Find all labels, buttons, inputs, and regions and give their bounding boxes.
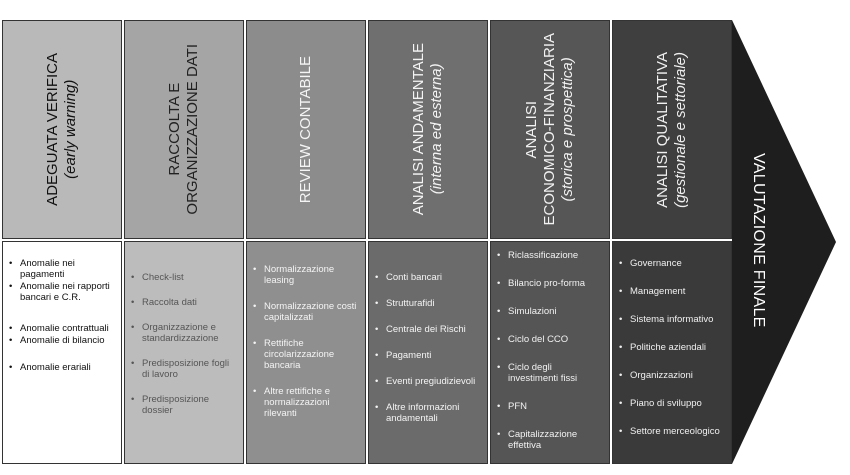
phase-item-list: [497, 250, 604, 451]
phase-header-text: [44, 53, 80, 206]
list-item: • Conti bancari: [375, 272, 482, 283]
list-item: • Organizzazione e standardizzazione: [131, 322, 238, 344]
list-item: • Predisposizione dossier: [131, 394, 238, 416]
phase-body: [124, 241, 244, 464]
phase-header: [368, 20, 488, 239]
phase-title: ANALISI QUALITATIVA: [654, 51, 671, 208]
final-label-box: [743, 152, 773, 328]
list-item: • Riclassificazione: [497, 250, 604, 261]
phase-title: REVIEW CONTABILE: [297, 55, 314, 204]
phase-header-text: [654, 52, 690, 208]
phase-raccolta-dati: [124, 20, 244, 464]
phase-title: ADEGUATA VERIFICA: [44, 53, 61, 206]
phase-title: RACCOLTA E: [166, 83, 183, 176]
phase-header-text: [297, 56, 315, 203]
phase-body: [612, 241, 732, 464]
list-item: • Raccolta dati: [131, 297, 238, 308]
phase-analisi-andamentale: [368, 20, 488, 464]
phase-body: [490, 241, 610, 464]
list-item: • Predisposizione fogli di lavoro: [131, 358, 238, 380]
list-item: • Check-list: [131, 272, 238, 283]
phase-review-contabile: [246, 20, 366, 464]
list-item: • Anomalie di bilancio: [9, 335, 116, 346]
phase-subtitle: (gestionale e settoriale): [672, 51, 689, 208]
phase-analisi-qualitativa: [612, 20, 732, 464]
phase-header-text: [166, 44, 202, 215]
list-item: • Management: [619, 286, 726, 297]
phase-header: [612, 20, 732, 239]
phase-subtitle: (early warning): [62, 79, 79, 180]
final-label: VALUTAZIONE FINALE: [750, 152, 767, 328]
phase-item-list: [375, 272, 482, 424]
list-item: • Politiche aziendali: [619, 342, 726, 353]
list-item: • Normalizzazione leasing: [253, 264, 360, 286]
phase-header: [2, 20, 122, 239]
phase-title-line2: ECONOMICO-FINANZIARIA: [541, 33, 558, 226]
list-item: • Capitalizzazione effettiva: [497, 429, 604, 451]
list-item: • Ciclo del CCO: [497, 334, 604, 345]
phase-title: ANALISI: [523, 100, 540, 159]
phase-header-text: [410, 43, 446, 215]
phase-item-list: [9, 258, 116, 373]
phase-body: [246, 241, 366, 464]
list-item: • Settore merceologico: [619, 426, 726, 437]
phase-header: [490, 20, 610, 239]
list-item: • Piano di sviluppo: [619, 398, 726, 409]
phase-item-list: [619, 258, 726, 437]
list-item: • Governance: [619, 258, 726, 269]
list-item: • Ciclo degli investimenti fissi: [497, 362, 604, 384]
list-item: • Sistema informativo: [619, 314, 726, 325]
phase-subtitle: (storica e prospettica): [559, 57, 576, 202]
list-item: • Eventi pregiudizievoli: [375, 376, 482, 387]
phase-body: [2, 241, 122, 464]
phase-body: [368, 241, 488, 464]
phase-header: [124, 20, 244, 239]
phase-header-text: [523, 33, 577, 226]
list-item: • Altre rettifiche e normalizzazioni rilevanti: [253, 386, 360, 419]
list-item: • Bilancio pro-forma: [497, 278, 604, 289]
phase-analisi-economico-finanziaria: [490, 20, 610, 464]
phase-item-list: [253, 264, 360, 419]
phase-title-line2: ORGANIZZAZIONE DATI: [184, 44, 201, 215]
list-item: • Pagamenti: [375, 350, 482, 361]
list-item: • Anomalie erariali: [9, 362, 116, 373]
list-item: • Anomalie nei pagamenti: [9, 258, 116, 280]
phase-subtitle: (interna ed esterna): [428, 64, 445, 195]
list-item: • Strutturafidi: [375, 298, 482, 309]
phase-item-list: [131, 272, 238, 416]
phase-header: [246, 20, 366, 239]
list-item: • Rettifiche circolarizzazione bancaria: [253, 338, 360, 371]
list-item: • Simulazioni: [497, 306, 604, 317]
list-item: • Anomalie contrattuali: [9, 323, 116, 334]
phase-title: ANALISI ANDAMENTALE: [410, 43, 427, 216]
phase-adeguata-verifica: [2, 20, 122, 464]
list-item: • PFN: [497, 401, 604, 412]
list-item: • Altre informazioni andamentali: [375, 402, 482, 424]
list-item: • Centrale dei Rischi: [375, 324, 482, 335]
list-item: • Normalizzazione costi capitalizzati: [253, 301, 360, 323]
list-item: • Anomalie nei rapporti bancari e C.R.: [9, 281, 116, 303]
list-item: • Organizzazioni: [619, 370, 726, 381]
